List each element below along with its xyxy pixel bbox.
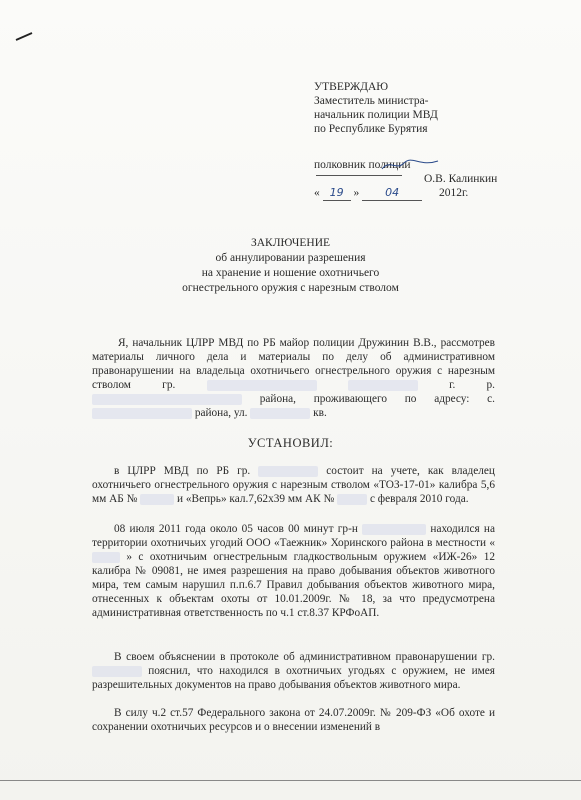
intro-text-5: кв.	[313, 407, 327, 419]
approve-signer: О.В. Калинкин	[424, 173, 498, 185]
body-paragraph-4	[92, 706, 495, 734]
pen-mark-icon	[14, 30, 34, 44]
redacted-name	[207, 380, 317, 391]
approval-block	[314, 80, 497, 201]
body-paragraph-3	[92, 650, 495, 692]
redacted-street	[250, 408, 310, 419]
doc-subtitle-3: огнестрельного оружия с нарезным стволом	[182, 282, 399, 294]
redacted-number-1	[140, 494, 174, 505]
approve-position-1: Заместитель министра-	[314, 95, 429, 107]
p2-text-4: с февраля 2010 года.	[369, 493, 469, 505]
established-heading: УСТАНОВИЛ:	[247, 436, 334, 450]
approve-position-2: начальник полиции МВД	[314, 109, 438, 121]
p3-text-3: » с охотничьим огнестрельным гладкоствольным оружием «ИЖ-26» 12 калибра № 09081, не имея разрешения на право добывания объектов животного мира, тем самым нарушил п.п.6.7 Правил добывания объектов животного мира, отнесенных к объектам охоты от 10.01.2009г. № 18, за что предусмотрена административная ответственность по ч.1 ст.8.37 КРФоАП.	[92, 551, 496, 619]
intro-text-2: г. р.	[449, 379, 496, 391]
signature-icon	[380, 157, 440, 173]
approve-year: 2012г.	[439, 187, 469, 199]
doc-subtitle-2: на хранение и ношение охотничьего	[201, 267, 380, 279]
approve-month: 04	[362, 186, 422, 201]
intro-paragraph	[92, 336, 495, 420]
redacted-location	[92, 552, 120, 563]
redacted-person-2	[362, 524, 426, 535]
approve-rank: полковник полиции	[314, 159, 411, 171]
p3-text-2: находился на территории охотничьих угодий ООО «Таежник» Хоринского района в местности «	[92, 523, 495, 549]
scan-edge-line	[0, 780, 581, 781]
p3-text-1: 08 июля 2011 года около 05 часов 00 минут гр-н	[114, 523, 358, 535]
signature-line	[316, 175, 402, 176]
doc-title: ЗАКЛЮЧЕНИЕ	[250, 237, 331, 249]
p2-text-2: состоит на учете, как владелец охотничьего огнестрельного оружия с нарезным стволом «ТОЗ-17-01» калибра 5,6 мм АБ №	[92, 465, 495, 505]
approve-date: « 19 » 04 2012г.	[314, 186, 469, 199]
intro-text-1: Я, начальник ЦЛРР МВД по РБ майор полиции Дружинин В.В., рассмотрев материалы личного дела и материалы по делу об административном правонарушении на владельца охотничьего огнестрельного оружия с нарезным стволом гр.	[92, 337, 495, 391]
intro-text-4: района, ул.	[194, 407, 248, 419]
approve-day: 19	[323, 186, 351, 201]
doc-subtitle-1: об аннулировании разрешения	[215, 252, 366, 264]
intro-text-3: района, проживающего по адресу: с.	[259, 393, 495, 405]
redacted-birth	[348, 380, 418, 391]
p4-text-2: пояснил, что находился в охотничьих угодьях с оружием, не имея разрешительных документов на право добывания объектов животного мира.	[92, 665, 496, 691]
body-paragraph-2	[92, 522, 495, 620]
redacted-person-1	[258, 466, 318, 477]
redacted-village	[92, 408, 192, 419]
redacted-number-2	[337, 494, 367, 505]
redacted-person-3	[92, 666, 142, 677]
p4-text-1: В своем объяснении в протоколе об административном правонарушении гр.	[114, 651, 495, 663]
p5-text: В силу ч.2 ст.57 Федерального закона от 24.07.2009г. № 209-ФЗ «Об охоте и сохранении охотничьих ресурсов и о внесении изменений в	[92, 707, 495, 733]
p2-text-3: и «Вепрь» кал.7,62х39 мм АК №	[177, 493, 335, 505]
body-paragraph-1	[92, 464, 495, 506]
approve-heading: УТВЕРЖДАЮ	[314, 81, 389, 93]
approve-position-3: по Республике Бурятия	[314, 123, 428, 135]
redacted-birthplace	[92, 394, 242, 405]
p2-text-1: в ЦЛРР МВД по РБ гр.	[114, 465, 251, 477]
